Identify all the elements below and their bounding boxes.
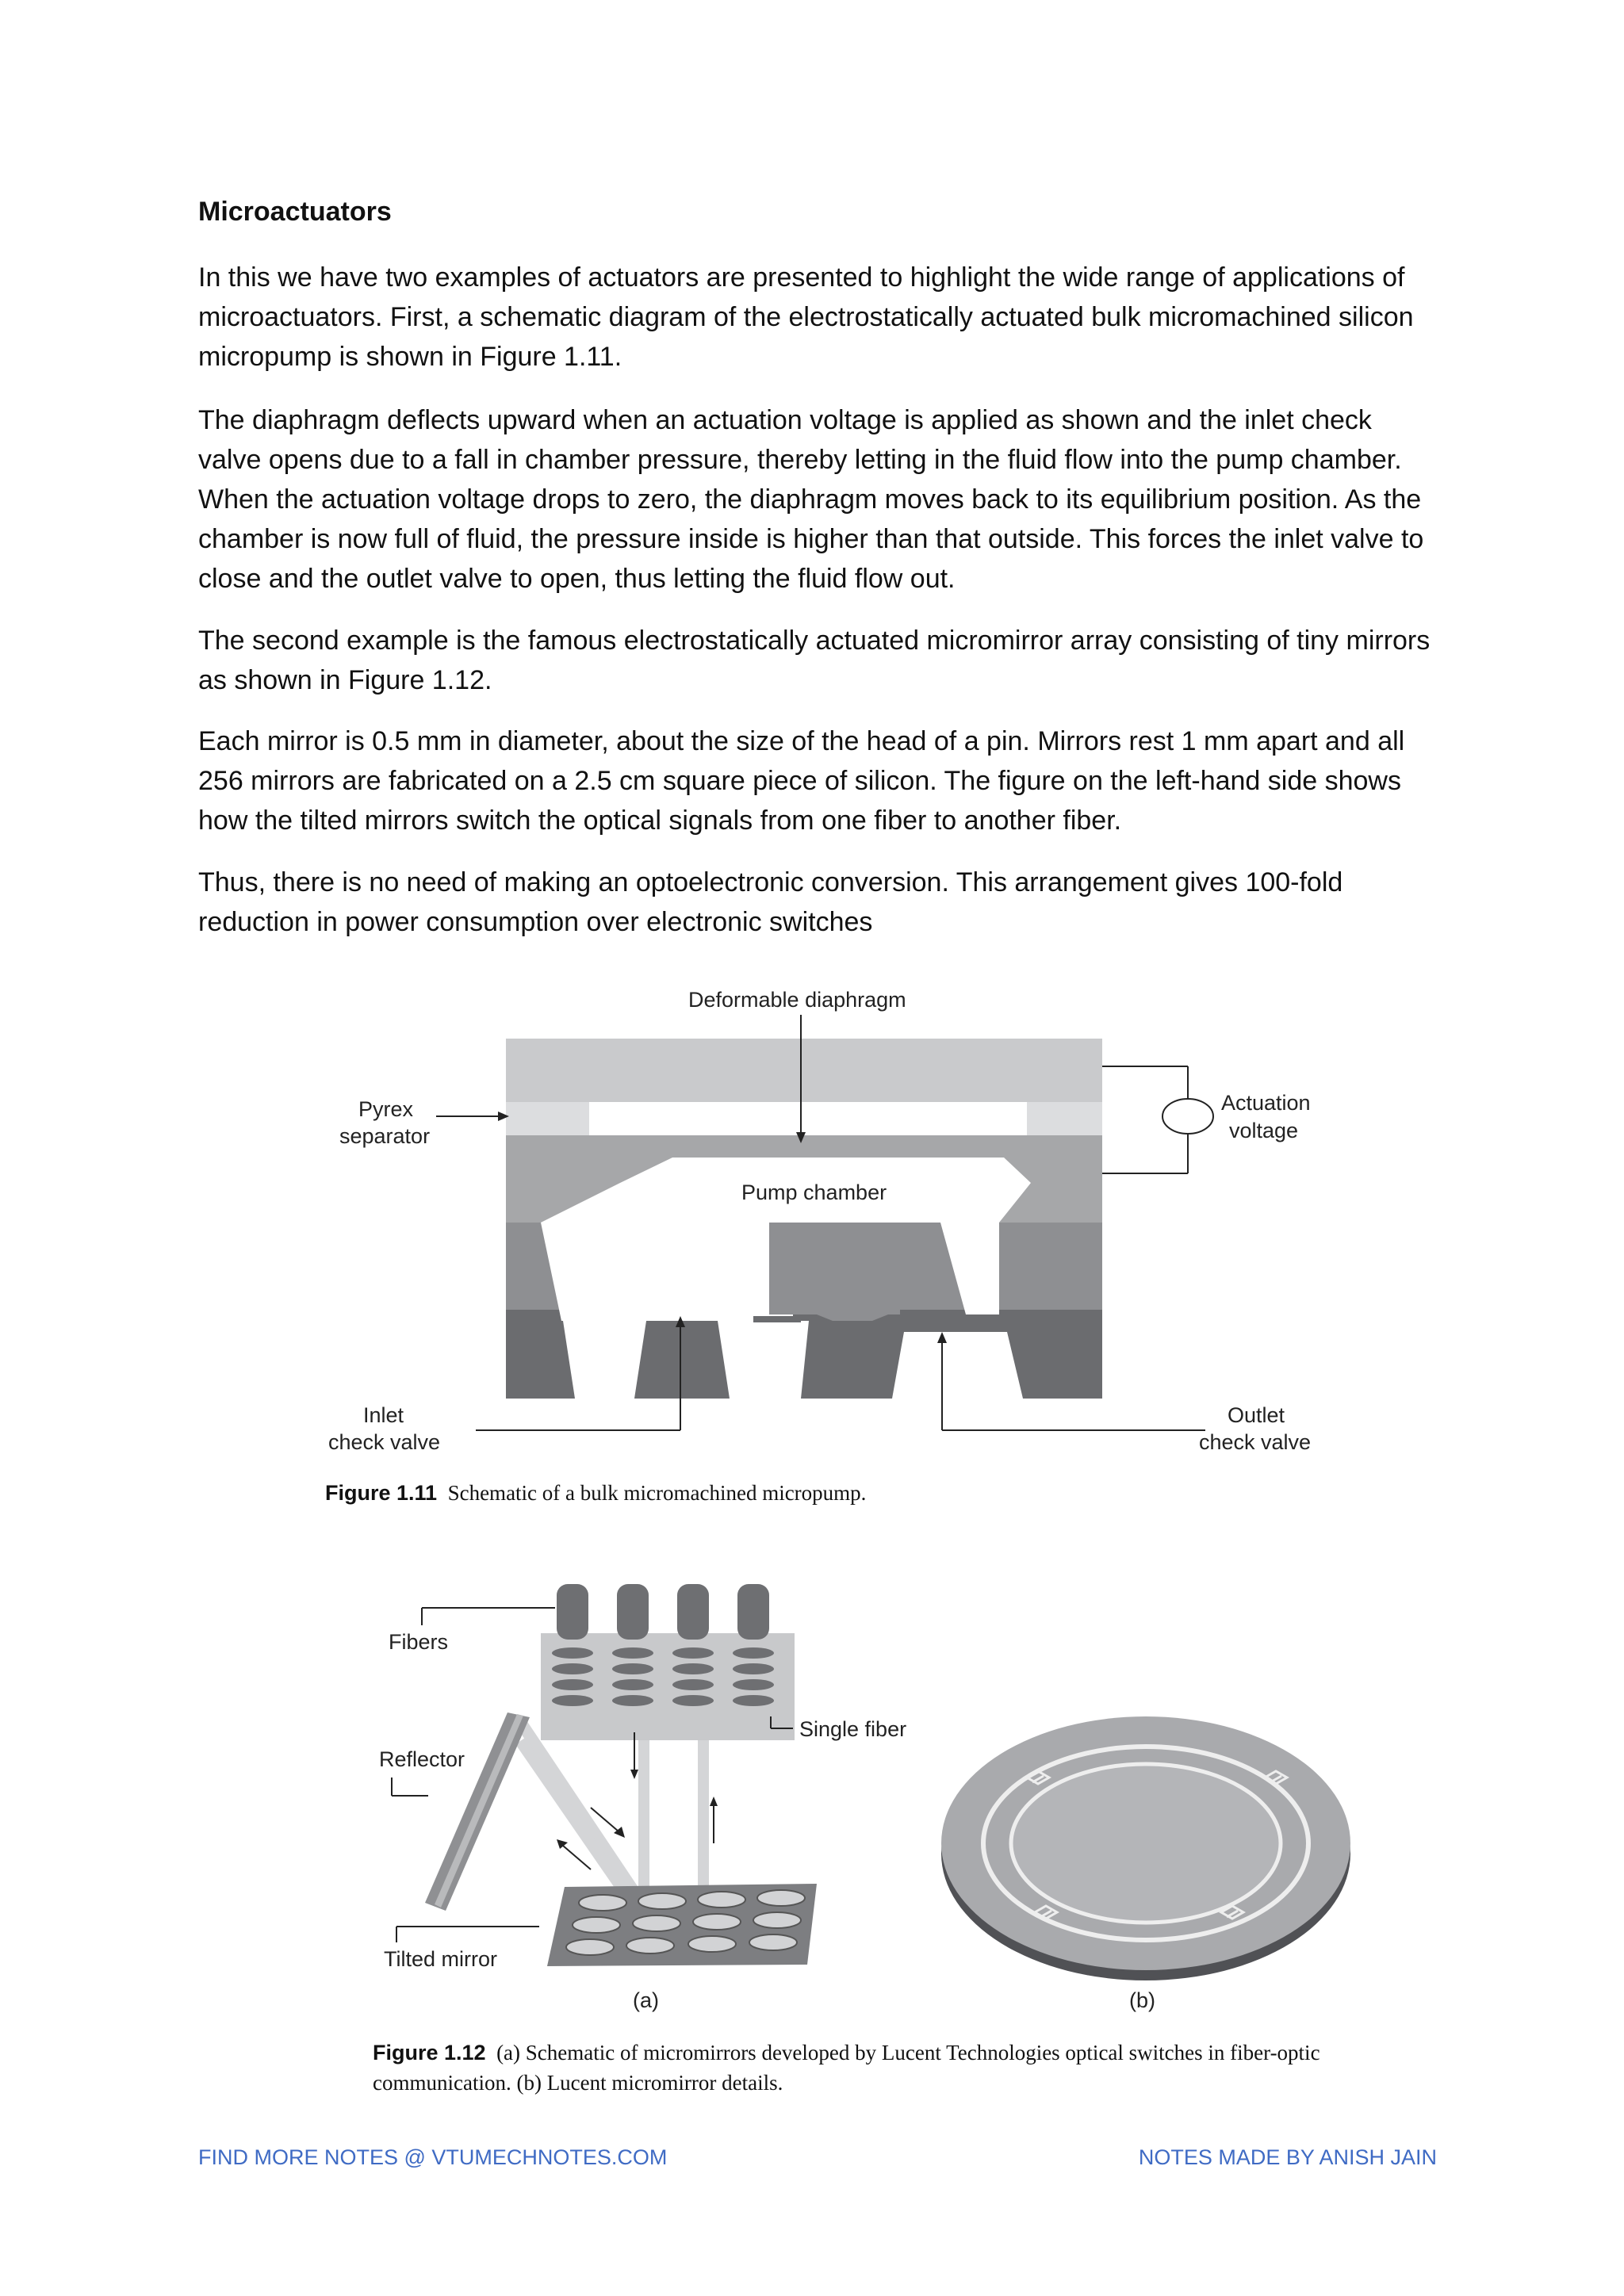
micropump-schematic: [301, 975, 1348, 1467]
outlet-label-1: Outlet: [1228, 1403, 1285, 1427]
outlet-label-2: check valve: [1199, 1430, 1312, 1454]
reflector-label: Reflector: [379, 1747, 465, 1771]
tilted-mirror-label: Tilted mirror: [384, 1947, 498, 1971]
fibers-label: Fibers: [389, 1630, 449, 1654]
figure-1-11-caption-text: Schematic of a bulk micromachined micropump.: [447, 1481, 867, 1505]
figure-1-12-caption: [373, 2038, 1396, 2098]
paragraph-1: In this we have two examples of actuators are presented to highlight the wide range of applications of microactuators. First, a schematic diagram of the electrostatically actuated bulk micromachined silicon micropump is shown in Figure 1.11.: [198, 262, 1414, 372]
pyrex-label-1: Pyrex: [358, 1097, 414, 1121]
footer-right: NOTES MADE BY ANISH JAIN: [1138, 2145, 1437, 2169]
figure-1-11-caption-label: Figure 1.11: [325, 1481, 438, 1505]
actuation-label-2: voltage: [1229, 1119, 1299, 1142]
subfigure-a-label: (a): [633, 1988, 659, 2012]
actuation-label-1: Actuation: [1221, 1091, 1311, 1115]
chamber-label: Pump chamber: [741, 1181, 887, 1204]
paragraph-4: Each mirror is 0.5 mm in diameter, about the size of the head of a pin. Mirrors rest 1 mm apart and all 256 mirrors are fabricated on a 2.5 cm square piece of silicon. The figure on the left-hand side shows how the tilted mirrors switch the optical signals from one fiber to another fiber.: [198, 726, 1405, 836]
inlet-label-1: Inlet: [363, 1403, 404, 1427]
paragraph-3: The second example is the famous electrostatically actuated micromirror array consisting of tiny mirrors as shown in Figure 1.12.: [198, 626, 1431, 695]
diaphragm-plate: [506, 1039, 1102, 1102]
figure-1-12-caption-label: Figure 1.12: [373, 2041, 486, 2064]
section-heading: Microactuators: [198, 197, 392, 227]
pyrex-label-2: separator: [339, 1124, 431, 1148]
paragraph-5: Thus, there is no need of making an optoelectronic conversion. This arrangement gives 100-fold reduction in power consumption over electronic switches: [198, 867, 1343, 937]
figure-1-12-caption-text: (a) Schematic of micromirrors developed by Lucent Technologies optical switches in fiber-optic communication. (b) Lucent micromirror details.: [373, 2041, 1320, 2095]
subfigure-b-label: (b): [1129, 1988, 1155, 2012]
single-fiber-label: Single fiber: [799, 1717, 907, 1741]
diaphragm-label: Deformable diaphragm: [688, 988, 906, 1012]
footer-left: FIND MORE NOTES @ VTUMECHNOTES.COM: [198, 2145, 668, 2169]
micromirror-schematic: [317, 1570, 1380, 2014]
pyrex-left: [506, 1102, 589, 1135]
micromirror-disk: [941, 1716, 1350, 1980]
paragraph-2: The diaphragm deflects upward when an actuation voltage is applied as shown and the inlet check valve opens due to a fall in chamber pressure, thereby letting in the fluid flow into the pump chamber. When the actuation voltage drops to zero, the diaphragm moves back to its equilibrium position. As the chamber is now full of fluid, the pressure inside is higher than that outside. This forces the inlet valve to close and the outlet valve to open, thus letting the fluid flow out.: [198, 405, 1424, 594]
figure-1-11-caption: [325, 1481, 866, 1506]
inlet-label-2: check valve: [328, 1430, 441, 1454]
pyrex-right: [1027, 1102, 1102, 1135]
